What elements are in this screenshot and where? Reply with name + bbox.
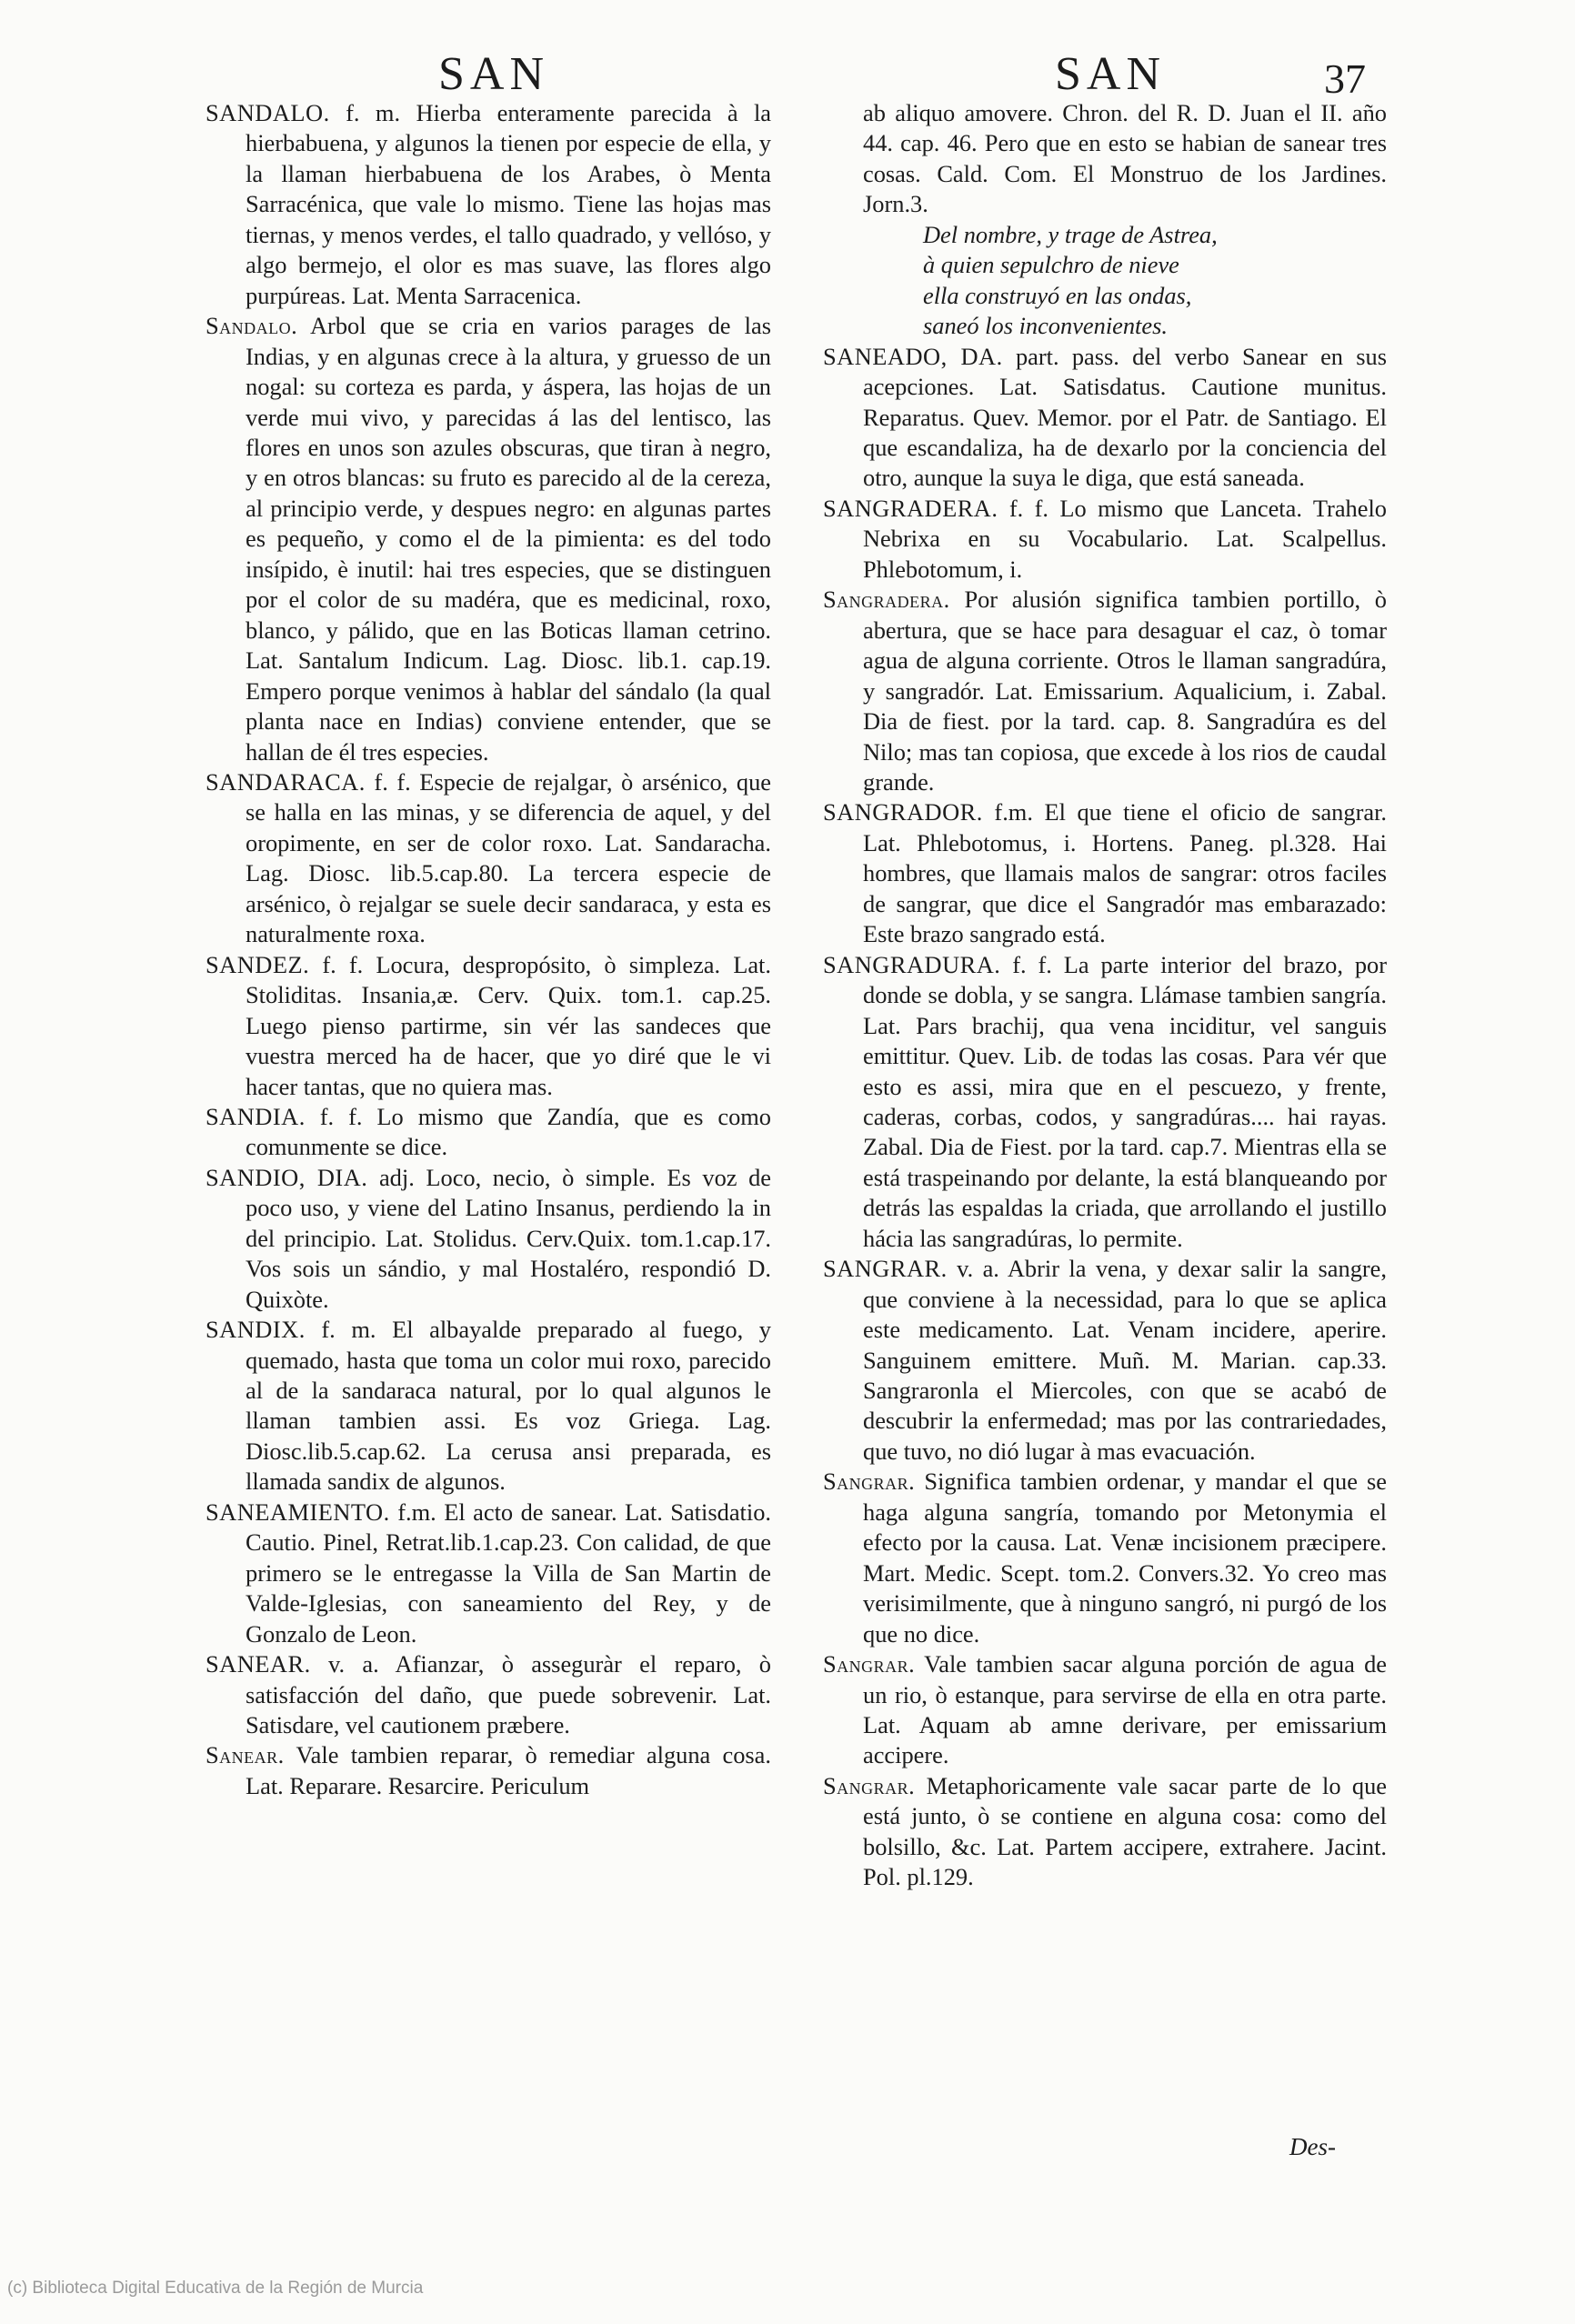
definition: f. f. Lo mismo que Lanceta. Trahelo Nebrixa en su Vocabulario. Lat. Scalpellus. Phlebotomum, i. (863, 494, 1387, 583)
right-column (823, 98, 1387, 1893)
dictionary-entry (823, 1254, 1387, 1467)
headword: SANDIX. (206, 1316, 306, 1344)
dictionary-entry (206, 1498, 771, 1649)
headword: SANGRADOR. (823, 798, 983, 826)
left-column (206, 98, 771, 1801)
dictionary-entry (206, 1315, 771, 1498)
dictionary-entry (206, 767, 771, 950)
headword: SANEAMIENTO. (206, 1498, 390, 1526)
page-number: 37 (1324, 55, 1366, 102)
headword: SANDARACA. (206, 767, 366, 796)
entry-continuation: ab aliquo amovere. Chron. del R. D. Juan el II. año 44. cap. 46. Pero que en esto se habian de sanear tres cosas. Cald. Com. El Monstruo de los Jardines. Jorn.3. (863, 99, 1387, 218)
definition: Arbol que se cria en varios parages de las Indias, y en algunas crece à la altura, y gruesso de un nogal: su corteza es parda, y áspera, las hojas de un verde mui vivo, y parecidas á las del lentisco, las flores en unos son azules obscuras, que tiran à negro, y en otros blancas: su fruto es parecido al de la cereza, al principio verde, y despues negro: en algunas partes es pequeño, y como el de la pimienta: es del todo insípido, è inutil: hai tres especies, que se distinguen por el color de su madéra, que es medicinal, roxo, blanco, y pálido, que en las Boticas llaman cetrino. Lat. Santalum Indicum. Lag. Diosc. lib.1. cap.19. Empero porque venimos à hablar del sándalo (la qual planta nace en Indias) conviene entender, que se hallan de él tres especies. (246, 312, 771, 766)
definition: Vale tambien reparar, ò remediar alguna cosa. Lat. Reparare. Resarcire. Periculum (246, 1741, 771, 1799)
headword: Sangrar. (823, 1468, 916, 1496)
dictionary-entry (823, 342, 1387, 494)
headword: Sangrar. (823, 1650, 916, 1678)
dictionary-entry (823, 950, 1387, 1255)
headword: SANGRAR. (823, 1255, 948, 1283)
headword: Sangradera. (823, 586, 950, 614)
verse-line: saneó los inconvenientes. (923, 312, 1168, 340)
definition: f. m. Hierba enteramente parecida à la hierbabuena, y algunos la tienen por especie de ella, y la llaman hierbabuena de los Arabes, ò Menta Sarracénica, que vale lo mismo. Tiene las hojas mas tiernas, y menos verdes, el tallo quadrado, y vellóso, y algo bermejo, el olor es mas suave, las flores algo purpúreas. Lat. Menta Sarracenica. (246, 99, 771, 309)
definition: f. m. El albayalde preparado al fuego, y quemado, hasta que toma un color mui roxo, parecido al de la sandaraca natural, por lo qual algunos le llaman tambien assi. Es voz Griega. Lag. Diosc.lib.5.cap.62. La cerusa ansi preparada, es llamada sandix de algunos. (246, 1316, 771, 1496)
headword: SANDIA. (206, 1102, 306, 1130)
verse-quotation (823, 220, 1387, 342)
verse-line: Del nombre, y trage de Astrea, (923, 220, 1218, 248)
definition: Vale tambien sacar alguna porción de agua de un rio, ò estanque, para servirse de ella en otra parte. Lat. Aquam ab amne derivare, per emissarium accipere. (863, 1650, 1387, 1769)
headword: SANGRADERA. (823, 494, 998, 522)
dictionary-entry (206, 98, 771, 311)
definition: part. pass. del verbo Sanear en sus acepciones. Lat. Satisdatus. Cautione munitus. Reparatus. Quev. Memor. por el Patr. de Santiago. El que escandaliza, ha de dexarlo por la conciencia del otro, aunque la suya le diga, que está saneada. (863, 342, 1387, 492)
verse-line: à quien sepulchro de nieve (923, 251, 1179, 279)
dictionary-entry (823, 1649, 1387, 1771)
definition: f. f. Locura, despropósito, ò simpleza. Lat. Stoliditas. Insania,æ. Cerv. Quix. tom.1. cap.25. Luego pienso partirme, sin vér las sandeces que vuestra merced ha de hacer, que yo diré que le vi hacer tantas, que no quiera mas. (246, 950, 771, 1100)
dictionary-entry (823, 585, 1387, 797)
definition: Significa tambien ordenar, y mandar el que se haga alguna sangría, tomando por Metonymia el efecto por la causa. Lat. Venæ incisionem præcipere. Mart. Medic. Scept. tom.2. Convers.32. Yo creo mas verisimilmente, que à ninguno sangró, ni purgó de los que no dice. (863, 1468, 1387, 1648)
dictionary-entry (206, 1163, 771, 1315)
definition: f.m. El acto de sanear. Lat. Satisdatio. Cautio. Pinel, Retrat.lib.1.cap.23. Con calidad, de que primero se le entregasse la Villa de San Martin de Valde-Iglesias, con saneamiento del Rey, y de Gonzalo de Leon. (246, 1498, 771, 1648)
headword: SANDEZ. (206, 950, 310, 978)
definition: Metaphoricamente vale sacar parte de lo que está junto, ò se contiene en alguna cosa: como del bolsillo, &c. Lat. Partem accipere, extrahere. Jacint. Pol. pl.129. (863, 1771, 1387, 1891)
headword: SANGRADURA. (823, 950, 1001, 978)
headword: Sangrar. (823, 1771, 916, 1799)
dictionary-entry (206, 1102, 771, 1163)
running-head-right: SAN (1055, 48, 1167, 100)
dictionary-entry (823, 797, 1387, 949)
copyright-credit: (c) Biblioteca Digital Educativa de la Región de Murcia (7, 2279, 424, 2298)
dictionary-entry (823, 494, 1387, 585)
definition: f. f. Lo mismo que Zandía, que es como comunmente se dice. (246, 1102, 771, 1161)
definition: f. f. La parte interior del brazo, por donde se dobla, y se sangra. Llámase tambien sangría. Lat. Pars brachij, qua vena inciditur, vel sanguis emittitur. Quev. Lib. de todas las cosas. Para vér que esto es assi, mira que en el pescuezo, y frente, caderas, corbas, codos, y sangradúras.... hai rayas. Zabal. Dia de Fiest. por la tard. cap.7. Mientras ella se está traspeinando por delante, la está blanqueando por detrás las espaldas la criada, que arrollando el justillo hácia las sangradúras, lo permite. (863, 950, 1387, 1252)
headword: SANEAR. (206, 1650, 311, 1678)
headword: Sandalo. (206, 312, 298, 340)
dictionary-entry (206, 1649, 771, 1740)
definition: adj. Loco, necio, ò simple. Es voz de poco uso, y viene del Latino Insanus, perdiendo la in del principio. Lat. Stolidus. Cerv.Quix. tom.1.cap.17. Vos sois un sándio, y mal Hostaléro, respondió D. Quixòte. (246, 1163, 771, 1313)
catchword: Des- (1289, 2133, 1336, 2160)
headword: Sanear. (206, 1741, 285, 1769)
definition: f. f. Especie de rejalgar, ò arsénico, que se halla en las minas, y se diferencia de aquel, y del oropimente, en ser de color roxo. Lat. Sandaracha. Lag. Diosc. lib.5.cap.80. La tercera especie de arsénico, ò rejalgar se suele decir sandaraca, y esta es naturalmente roxa. (246, 767, 771, 948)
headword: SANDIO, DIA. (206, 1163, 368, 1191)
dictionary-entry (206, 950, 771, 1102)
headword: SANDALO. (206, 99, 330, 126)
definition: v. a. Abrir la vena, y dexar salir la sangre, que conviene à la necessidad, para lo que se aplica este medicamento. Lat. Venam incidere, aperire. Sanguinem emittere. Muñ. M. Marian. cap.33. Sangraronla el Miercoles, con que se acabó de descubrir la enfermedad; mas por las contrariedades, que tuvo, no dió lugar à mas evacuación. (863, 1255, 1387, 1465)
headword: SANEADO, DA. (823, 342, 1003, 370)
definition: Por alusión significa tambien portillo, ò abertura, que se hace para desaguar el caz, ò tomar agua de alguna corriente. Otros le llaman sangradúra, y sangradór. Lat. Emissarium. Aqualicium, i. Zabal. Dia de fiest. por la tard. cap. 8. Sangradúra es del Nilo; mas tan copiosa, que excede à los rios de caudal grande. (863, 586, 1387, 796)
dictionary-entry (206, 1740, 771, 1801)
running-head-left: SAN (438, 48, 550, 100)
dictionary-entry (206, 311, 771, 767)
definition: f.m. El que tiene el oficio de sangrar. Lat. Phlebotomus, i. Hortens. Paneg. pl.328. Hai hombres, que llamais malos de sangrar: otros faciles de sangrar, que dice el Sangradór mas embarazado: Este brazo sangrado está. (863, 798, 1387, 948)
dictionary-entry (823, 1467, 1387, 1649)
dictionary-entry (823, 1771, 1387, 1893)
definition: v. a. Afianzar, ò asseguràr el reparo, ò satisfacción del daño, que puede sobrevenir. Lat. Satisdare, vel cautionem præbere. (246, 1650, 771, 1739)
verse-line: ella construyó en las ondas, (923, 281, 1192, 309)
